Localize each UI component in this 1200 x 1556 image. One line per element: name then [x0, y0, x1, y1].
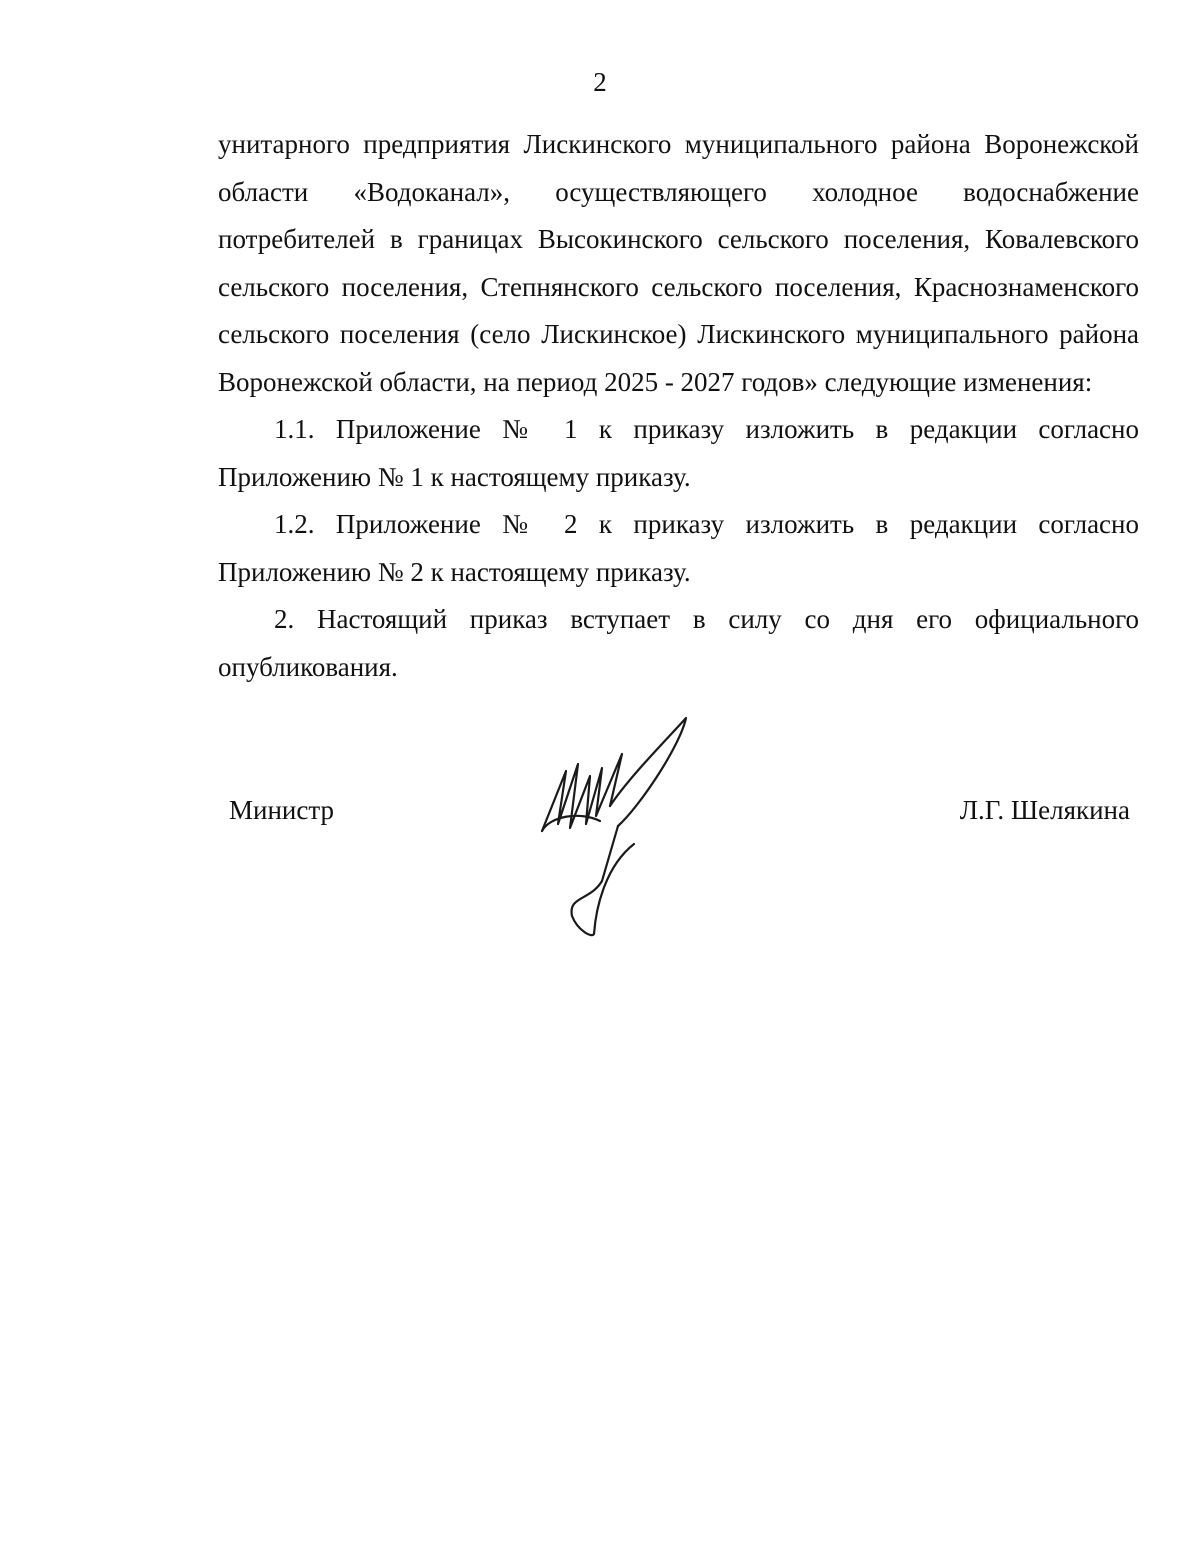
signer-position: Министр: [229, 795, 334, 825]
document-body: [218, 121, 1139, 691]
paragraph-item-2: 2. Настоящий приказ вступает в силу со дня его официального опубликования.: [218, 604, 1139, 682]
handwritten-signature: [530, 706, 700, 946]
paragraph-item-1-2: 1.2. Приложение № 2 к приказу изложить в редакции согласно Приложению № 2 к настоящему приказу.: [218, 509, 1139, 587]
paragraph-continuation: унитарного предприятия Лискинского муниципального района Воронежской области «Водоканал», осуществляющего холодное водоснабжение потребителей в границах Высокинского сельского поселения, Ковалевского сельского поселения, Степнянского сельского поселения, Краснознаменского сельского поселения (село Лискинское) Лискинского муниципального района Воронежской области, на период 2025 - 2027 годов» следующие изменения:: [218, 129, 1139, 397]
page-number: 2: [593, 67, 607, 97]
paragraph-item-1-1: 1.1. Приложение № 1 к приказу изложить в редакции согласно Приложению № 1 к настоящему приказу.: [218, 414, 1139, 492]
signer-name: Л.Г. Шелякина: [959, 795, 1130, 825]
